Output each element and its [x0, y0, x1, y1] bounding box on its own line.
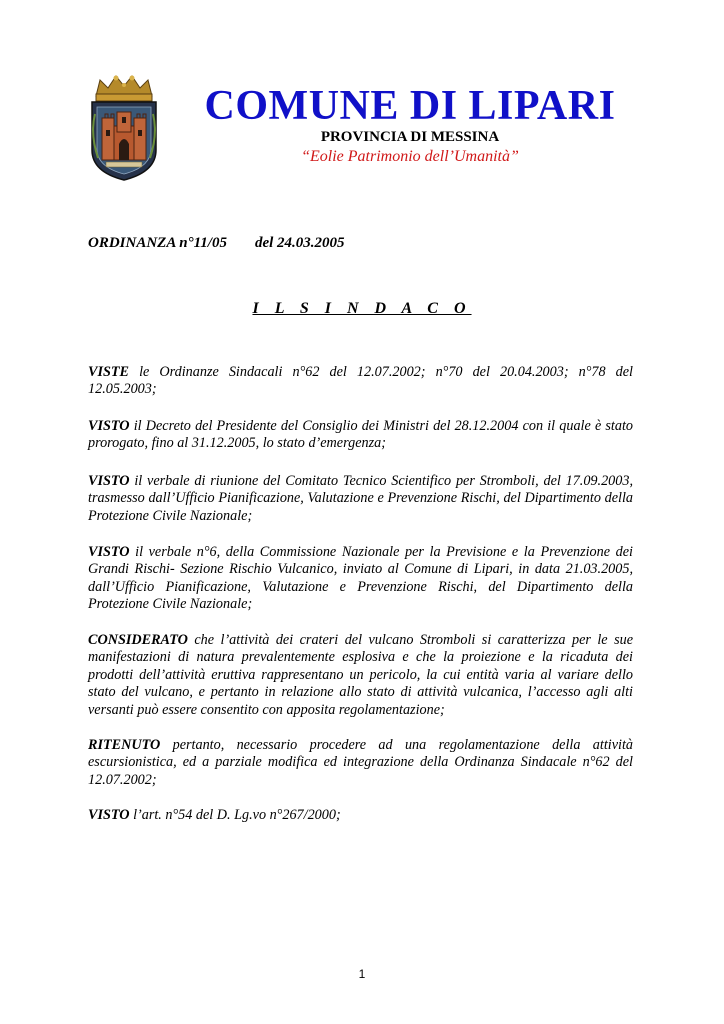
- paragraph-visto-art54: [88, 807, 633, 824]
- paragraph-text: il verbale n°6, della Commissione Nazionale per la Previsione e la Prevenzione dei Grandi Rischi- Sezione Rischio Vulcanico, inviato al Comune di Lipari, in data 21.03.2005, dall’Ufficio Pianificazione, Valutazione e Prevenzione Rischi, del Dipartimento della Protezione Civile Nazionale;: [88, 544, 633, 613]
- paragraph-visto-verbale-cts: [88, 473, 633, 525]
- paragraph-keyword: RITENUTO: [88, 737, 161, 753]
- authority-heading: I L S I N D A C O: [252, 300, 472, 317]
- paragraph-text: le Ordinanze Sindacali n°62 del 12.07.2002; n°70 del 20.04.2003; n°78 del 12.05.2003;: [88, 364, 633, 398]
- paragraph-keyword: VISTO: [88, 418, 130, 434]
- paragraph-viste: [88, 364, 633, 399]
- paragraph-text: l’art. n°54 del D. Lg.vo n°267/2000;: [129, 807, 341, 823]
- paragraph-visto-verbale-commissione: [88, 544, 633, 614]
- paragraph-text: pertanto, necessario procedere ad una regolamentazione della attività escursionistica, ed a parziale modifica ed integrazione della Ordinanza Sindacale n°62 del 12.07.2002;: [88, 737, 633, 788]
- paragraph-keyword: VISTO: [88, 807, 130, 823]
- province-label: PROVINCIA DI MESSINA: [320, 129, 500, 145]
- ordinance-number: ORDINANZA n°11/05: [88, 235, 227, 251]
- document-header: [190, 84, 630, 166]
- paragraph-keyword: CONSIDERATO: [88, 632, 188, 648]
- paragraph-keyword: VISTO: [88, 473, 130, 489]
- paragraph-text: il Decreto del Presidente del Consiglio dei Ministri del 28.12.2004 con il quale è stato prorogato, fino al 31.12.2005, lo stato d’emergenza;: [88, 418, 633, 452]
- paragraph-text: il verbale di riunione del Comitato Tecnico Scientifico per Stromboli, del 17.09.2003, trasmesso dall’Ufficio Pianificazione, Valutazione e Prevenzione Rischi, del Dipartimento della Protezione Civile Nazionale;: [88, 473, 633, 524]
- ordinance-date: del 24.03.2005: [254, 235, 345, 251]
- paragraph-considerato: [88, 632, 633, 719]
- paragraph-text: che l’attività dei crateri del vulcano Stromboli si caratterizza per le sue manifestazioni di natura prevalentemente esplosiva e che la proiezione e la ricaduta dei prodotti dell’attività eruttiva rappresentano un pericolo, la cui entità varia al variare dello stato del vulcano, e pertanto in relazione allo stato di attività vulcanica, l’accesso agli alti versanti può essere consentito con apposita regolamentazione;: [88, 632, 633, 718]
- paragraph-ritenuto: [88, 737, 633, 789]
- ordinance-line: [88, 235, 345, 252]
- page-number: 1: [358, 967, 366, 981]
- motto-label: “Eolie Patrimonio dell’Umanità”: [301, 148, 519, 165]
- paragraph-visto-decreto: [88, 418, 633, 453]
- paragraph-keyword: VISTO: [88, 544, 130, 560]
- paragraph-keyword: VISTE: [88, 364, 130, 380]
- municipal-crest-icon: [86, 74, 162, 182]
- municipality-title: COMUNE DI LIPARI: [204, 83, 616, 129]
